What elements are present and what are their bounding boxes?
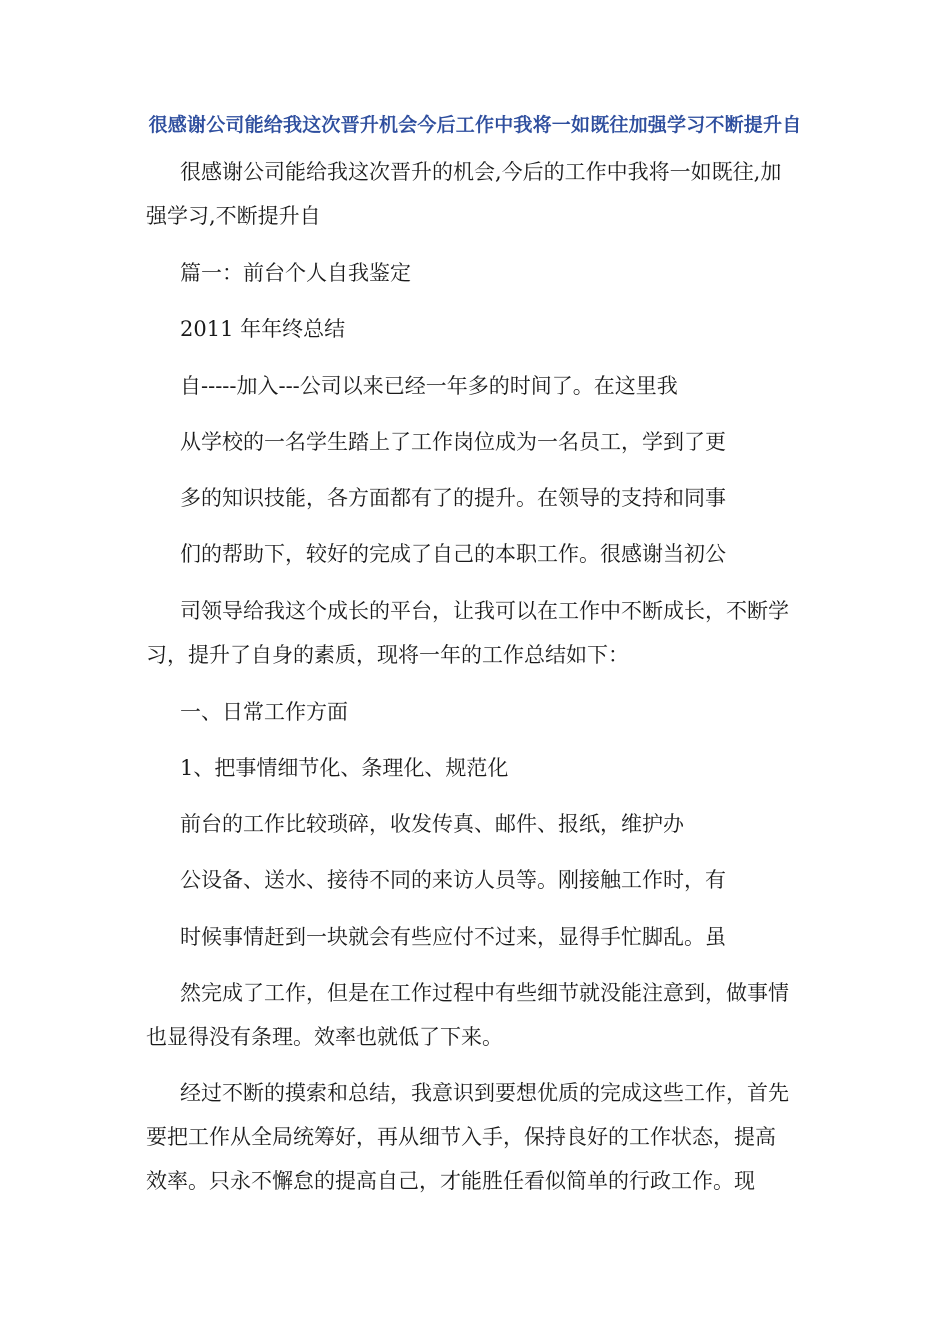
section-heading: [146, 690, 808, 734]
text-line: 公设备、送水、接待不同的来访人员等。刚接触工作时，有: [180, 868, 726, 892]
paragraph: [146, 420, 808, 464]
paragraph: [146, 915, 808, 959]
text-line: 也显得没有条理。效率也就低了下来。: [146, 1025, 503, 1049]
paragraph: [146, 802, 808, 846]
text-line: 习，提升了自身的素质，现将一年的工作总结如下：: [146, 643, 629, 667]
section-heading: [146, 307, 808, 351]
text-line: 很感谢公司能给我这次晋升的机会,今后的工作中我将一如既往,加: [180, 160, 782, 184]
section-heading: [146, 746, 808, 790]
paragraph: [146, 476, 808, 520]
text-line: 篇一：前台个人自我鉴定: [180, 261, 411, 285]
text-line: 自-----加入---公司以来已经一年多的时间了。在这里我: [180, 374, 678, 398]
text-line: 要把工作从全局统筹好，再从细节入手，保持良好的工作状态，提高: [146, 1125, 776, 1149]
text-line: 时候事情赶到一块就会有些应付不过来，显得手忙脚乱。虽: [180, 925, 726, 949]
text-line: 1、把事情细节化、条理化、规范化: [180, 756, 509, 780]
text-line: 然完成了工作，但是在工作过程中有些细节就没能注意到，做事情: [180, 981, 789, 1005]
document-title: 很感谢公司能给我这次晋升机会今后工作中我将一如既往加强学习不断提升自: [148, 114, 802, 136]
paragraph: [146, 971, 808, 1059]
text-line: 前台的工作比较琐碎，收发传真、邮件、报纸，维护办: [180, 812, 684, 836]
section-heading: [146, 251, 808, 295]
paragraph-intro: [146, 150, 808, 238]
paragraph: [146, 532, 808, 576]
text-line: 2011 年年终总结: [180, 317, 346, 341]
text-line: 司领导给我这个成长的平台，让我可以在工作中不断成长，不断学: [180, 599, 789, 623]
text-line: 多的知识技能，各方面都有了的提升。在领导的支持和同事: [180, 486, 726, 510]
text-line: 效率。只永不懈怠的提高自己，才能胜任看似简单的行政工作。现: [146, 1169, 755, 1193]
paragraph: [146, 858, 808, 902]
text-line: 强学习,不断提升自: [146, 204, 321, 228]
paragraph: [146, 1071, 808, 1203]
paragraph: [146, 589, 808, 677]
text-line: 经过不断的摸索和总结，我意识到要想优质的完成这些工作，首先: [180, 1081, 789, 1105]
paragraph: [146, 364, 808, 408]
text-line: 一、日常工作方面: [180, 700, 348, 724]
text-line: 从学校的一名学生踏上了工作岗位成为一名员工，学到了更: [180, 430, 726, 454]
text-line: 们的帮助下，较好的完成了自己的本职工作。很感谢当初公: [180, 542, 726, 566]
